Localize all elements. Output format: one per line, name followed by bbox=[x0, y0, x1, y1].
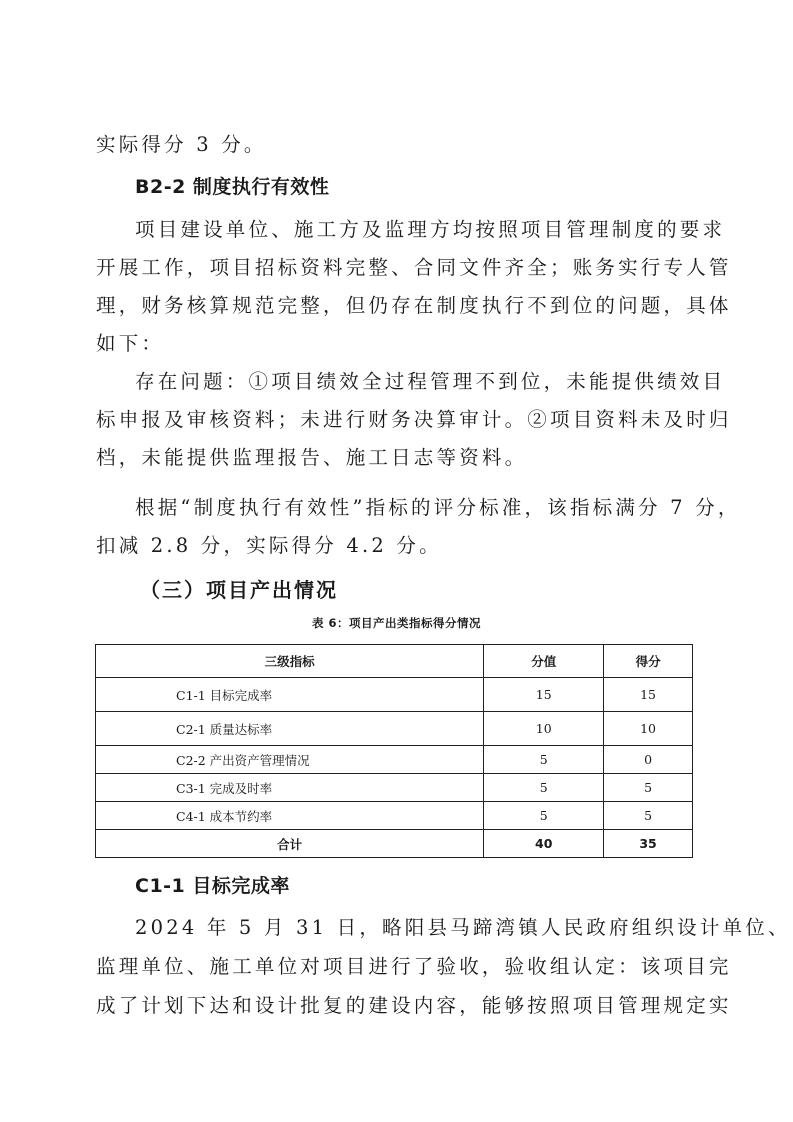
indicator-cell: C4-1 成本节约率 bbox=[96, 802, 484, 830]
paragraph-line: 2024 年 5 月 31 日，略阳县马蹄湾镇人民政府组织设计单位、 bbox=[135, 916, 791, 939]
table-row bbox=[96, 746, 693, 774]
paragraph-line: 扣减 2.8 分，实际得分 4.2 分。 bbox=[96, 534, 442, 557]
score-cell: 0 bbox=[604, 746, 693, 774]
score-cell: 10 bbox=[604, 712, 693, 746]
total-score: 35 bbox=[604, 830, 693, 858]
header-points: 分值 bbox=[484, 645, 604, 678]
table-total-row bbox=[96, 830, 693, 858]
paragraph-line: 实际得分 3 分。 bbox=[96, 133, 267, 156]
paragraph-line: 档，未能提供监理报告、施工日志等资料。 bbox=[96, 446, 528, 469]
header-score: 得分 bbox=[604, 645, 693, 678]
paragraph-line: 如下： bbox=[96, 332, 165, 355]
points-cell: 5 bbox=[484, 774, 604, 802]
paragraph-line: 开展工作，项目招标资料完整、合同文件齐全；账务实行专人管 bbox=[96, 256, 732, 279]
indicator-cell: C2-2 产出资产管理情况 bbox=[96, 746, 484, 774]
header-indicator: 三级指标 bbox=[96, 645, 484, 678]
subheading-b2-2: B2-2 制度执行有效性 bbox=[135, 176, 330, 198]
table-row bbox=[96, 802, 693, 830]
total-label: 合计 bbox=[96, 830, 484, 858]
points-cell: 15 bbox=[484, 678, 604, 712]
subheading-c1-1: C1-1 目标完成率 bbox=[135, 875, 290, 897]
paragraph-line: 理，财务核算规范完整，但仍存在制度执行不到位的问题，具体 bbox=[96, 294, 732, 317]
paragraph-line: 存在问题：①项目绩效全过程管理不到位，未能提供绩效目 bbox=[135, 370, 726, 393]
indicator-cell: C2-1 质量达标率 bbox=[96, 712, 484, 746]
indicator-cell: C1-1 目标完成率 bbox=[96, 678, 484, 712]
score-cell: 5 bbox=[604, 802, 693, 830]
paragraph-line: 项目建设单位、施工方及监理方均按照项目管理制度的要求 bbox=[135, 218, 726, 241]
points-cell: 10 bbox=[484, 712, 604, 746]
table-header-row bbox=[96, 645, 693, 678]
table-row bbox=[96, 774, 693, 802]
paragraph-line: 标申报及审核资料；未进行财务决算审计。②项目资料未及时归 bbox=[96, 408, 732, 431]
section-heading: （三）项目产出情况 bbox=[140, 578, 338, 602]
table-row bbox=[96, 678, 693, 712]
table-row bbox=[96, 712, 693, 746]
points-cell: 5 bbox=[484, 802, 604, 830]
paragraph-line: 监理单位、施工单位对项目进行了验收，验收组认定：该项目完 bbox=[96, 955, 732, 978]
paragraph-line: 成了计划下达和设计批复的建设内容，能够按照项目管理规定实 bbox=[96, 994, 732, 1017]
total-points: 40 bbox=[484, 830, 604, 858]
score-cell: 5 bbox=[604, 774, 693, 802]
paragraph-line: 根据“制度执行有效性”指标的评分标准，该指标满分 7 分， bbox=[135, 496, 741, 519]
indicator-cell: C3-1 完成及时率 bbox=[96, 774, 484, 802]
score-table bbox=[95, 644, 693, 858]
table-caption: 表 6：项目产出类指标得分情况 bbox=[311, 616, 481, 630]
score-cell: 15 bbox=[604, 678, 693, 712]
points-cell: 5 bbox=[484, 746, 604, 774]
